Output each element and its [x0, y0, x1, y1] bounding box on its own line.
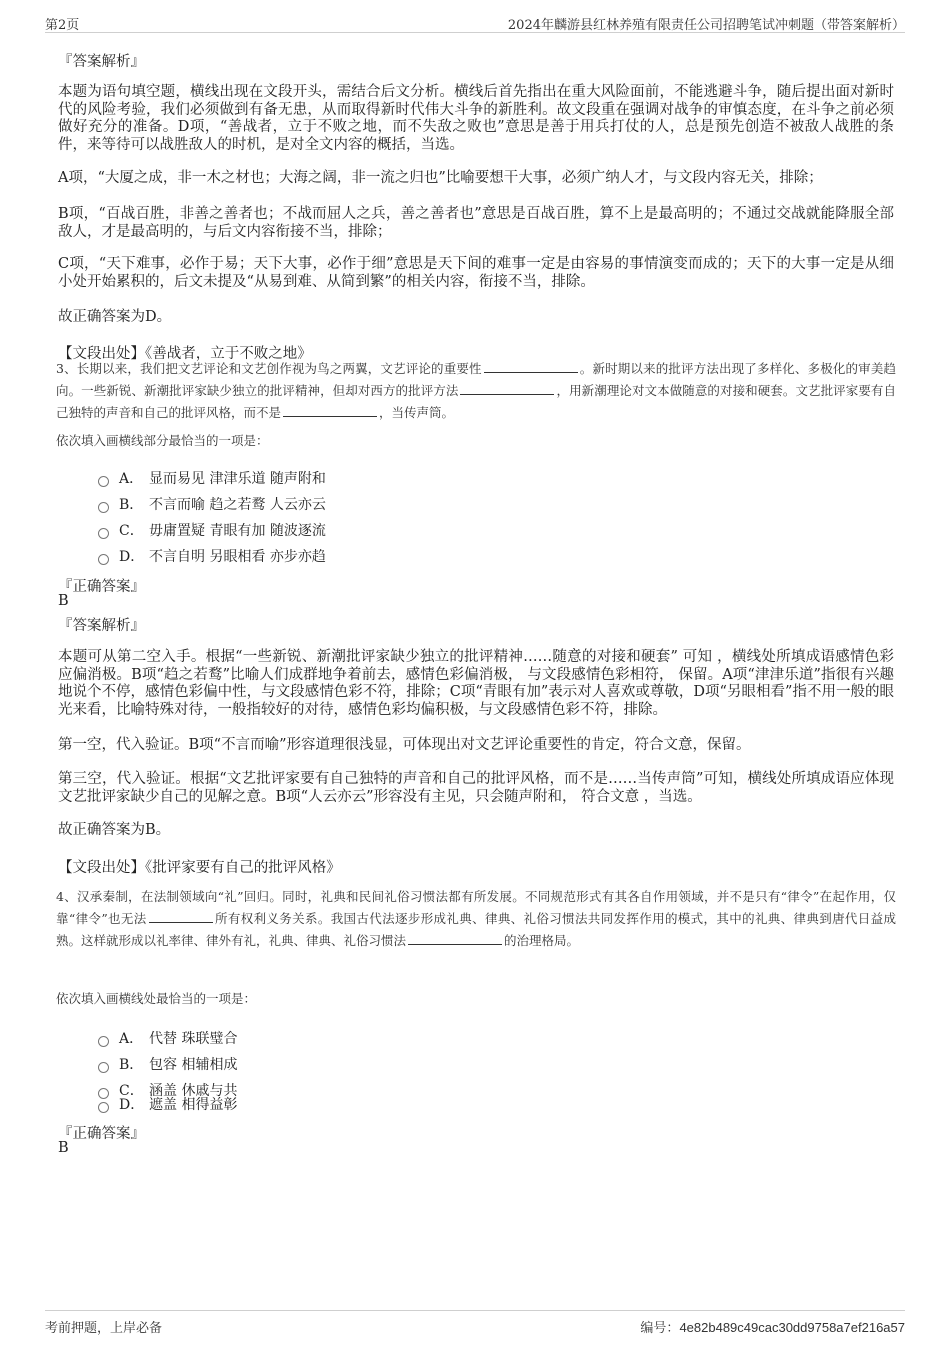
- q3-answer: B: [58, 593, 69, 609]
- option-letter: C．: [119, 1083, 144, 1099]
- q4-blank-2: [408, 932, 502, 945]
- option-text: 遮盖 相得益彰: [149, 1097, 238, 1113]
- option-letter: D．: [119, 1097, 145, 1113]
- document-title: 2024年麟游县红林养殖有限责任公司招聘笔试冲刺题（带答案解析）: [507, 18, 905, 33]
- q2-analysis-p1: 本题为语句填空题，横线出现在文段开头，需结合后文分析。横线后首先指出在重大风险面前，不能逃避斗争，随后提出面对新时代的风险考验，我们必须做到有备无患，从而取得新时代伟大斗争的新胜利。故文段重在强调对战争的审慎态度，在斗争之前必须做好充分的准备。D项，“善战者，立于不败之地，而不失敌之败也”意思是善于用兵打仗的人，总是预先创造不被敌人战胜的条件，来等待可以战胜敌人的时机，是对全文内容的概括，当选。: [58, 84, 894, 153]
- q3-blank-3: [283, 404, 377, 417]
- q3-stem-part: ，用新潮理论对文本做随意的对接和硬套。文艺批评家要有自己独特的声音和自己的批评风格，而不是: [56, 383, 896, 420]
- radio-icon[interactable]: [98, 1036, 109, 1047]
- q3-option-b[interactable]: [98, 494, 326, 514]
- option-text: 不言而喻 趋之若鹜 人云亦云: [149, 497, 326, 513]
- q3-answer-label: 『正确答案』: [58, 579, 145, 595]
- q3-analysis-p2: 第一空，代入验证。B项“不言而喻”形容道理很浅显，可体现出对文艺评论重要性的肯定，符合文意，保留。: [58, 737, 751, 753]
- q3-blank-2: [460, 382, 554, 395]
- option-letter: B．: [119, 1057, 144, 1073]
- option-text: 包容 相辅相成: [149, 1057, 238, 1073]
- q3-analysis-p3: 第三空，代入验证。根据“文艺批评家要有自己独特的声音和自己的批评风格，而不是……当传声筒”可知，横线处所填成语应体现文艺批评家缺少自己的见解之意。B项“人云亦云”形容没有主见，只会随声附和， 符合文意 ，当选。: [58, 771, 894, 805]
- option-letter: A．: [119, 471, 144, 487]
- q4-stem-part: 4、汉承秦制，在法制领域向“礼”回归。同时，礼典和民间礼俗习惯法都有所发展。不同规范形式有其各自作用领域，并不是只有“律令”在起作用，仅靠“律令”也无法: [56, 889, 896, 926]
- q3-stem-part: ，当传声筒。: [379, 405, 455, 420]
- q3-source: 【文段出处】《批评家要有自己的批评风格》: [58, 860, 341, 876]
- option-letter: A．: [119, 1031, 144, 1047]
- option-letter: C．: [119, 523, 144, 539]
- radio-icon[interactable]: [98, 554, 109, 565]
- q3-conclusion: 故正确答案为B。: [58, 822, 171, 838]
- q4-blank-1: [149, 910, 213, 923]
- page-header: [45, 12, 905, 33]
- q4-prompt: 依次填入画横线处最恰当的一项是：: [56, 991, 257, 1006]
- q3-stem-part: 。新时期以来的批评方法出现了多样化、多极化的审美趋向。一些新锐、新潮批评家缺少独立的批评精神，但却对西方的批评方法: [56, 361, 896, 398]
- q3-prompt: 依次填入画横线部分最恰当的一项是：: [56, 433, 269, 448]
- q2-analysis-p2: A项，“大厦之成，非一木之材也；大海之阔，非一流之归也”比喻要想干大事，必须广纳人才，与文段内容无关，排除；: [58, 170, 823, 186]
- q4-stem-part: 的治理格局。: [504, 933, 580, 948]
- radio-icon[interactable]: [98, 1062, 109, 1073]
- page-footer: [45, 1310, 905, 1337]
- radio-icon[interactable]: [98, 502, 109, 513]
- option-text: 代替 珠联璧合: [149, 1031, 238, 1047]
- option-letter: D．: [119, 549, 145, 565]
- q3-analysis-p1: 本题可从第二空入手。根据“一些新锐、新潮批评家缺少独立的批评精神……随意的对接和硬套” 可知 ，横线处所填成语感情色彩应偏消极。B项“趋之若鹜”比喻人们成群地争着前去，感情色彩偏消极， 与文段感情色彩相符， 保留。A项“津津乐道”指很有兴趣地说个不停，感情色彩偏中性，与文段感情色彩不符，排除；C项“青眼有加”表示对人喜欢或尊敬，D项“另眼相看”指不用一般的眼光来看，比喻特殊对待，一般指较好的对待，感情色彩均偏积极，与文段感情色彩不符，排除。: [58, 649, 894, 718]
- option-text: 涵盖 休戚与共: [149, 1083, 238, 1099]
- option-text: 毋庸置疑 青眼有加 随波逐流: [149, 523, 326, 539]
- option-letter: B．: [119, 497, 144, 513]
- q4-option-d[interactable]: [98, 1094, 237, 1114]
- code-label: 编号：: [640, 1321, 680, 1336]
- q4-option-a[interactable]: [98, 1028, 237, 1048]
- q2-analysis-p4: C项，“天下难事，必作于易；天下大事，必作于细”意思是天下间的难事一定是由容易的事情演变而成的；天下的大事一定是从细小处开始累积的，后文未提及“从易到难、从简到繁”的相关内容，衔接不当，排除。: [58, 256, 894, 290]
- q3-stem: [56, 358, 896, 424]
- q4-stem: [56, 886, 896, 952]
- radio-icon[interactable]: [98, 528, 109, 539]
- radio-icon[interactable]: [98, 476, 109, 487]
- q3-option-c[interactable]: [98, 520, 326, 540]
- footer-slogan: 考前押题，上岸必备: [45, 1321, 163, 1336]
- option-text: 不言自明 另眼相看 亦步亦趋: [149, 549, 326, 565]
- q3-blank-1: [484, 360, 578, 373]
- q2-source: 【文段出处】《善战者，立于不败之地》: [58, 346, 312, 362]
- radio-icon[interactable]: [98, 1102, 109, 1113]
- page-number: 第2页: [45, 18, 80, 33]
- q2-conclusion: 故正确答案为D。: [58, 309, 172, 325]
- q4-stem-part: 所有权利义务关系。我国古代法逐步形成礼典、律典、礼俗习惯法共同发挥作用的模式，其中的礼典、律典到唐代日益成熟。这样就形成以礼率律、律外有礼，礼典、律典、礼俗习惯法: [56, 911, 896, 948]
- footer-code: [640, 1317, 905, 1336]
- q3-stem-part: 3、长期以来，我们把文艺评论和文艺创作视为鸟之两翼，文艺评论的重要性: [56, 361, 482, 376]
- code-value: 4e82b489c49cac30dd9758a7ef216a57: [679, 1320, 905, 1335]
- q4-answer: B: [58, 1140, 69, 1156]
- q4-answer-label: 『正确答案』: [58, 1126, 145, 1142]
- q3-analysis-label: 『答案解析』: [58, 618, 145, 634]
- q2-analysis-label: 『答案解析』: [58, 54, 145, 70]
- q3-option-a[interactable]: [98, 468, 326, 488]
- option-text: 显而易见 津津乐道 随声附和: [149, 471, 326, 487]
- q3-option-d[interactable]: [98, 546, 326, 566]
- q4-option-b[interactable]: [98, 1054, 237, 1074]
- q2-analysis-p3: B项，“百战百胜，非善之善者也；不战而屈人之兵，善之善者也”意思是百战百胜，算不上是最高明的；不通过交战就能降服全部敌人，才是最高明的，与后文内容衔接不当，排除；: [58, 206, 894, 240]
